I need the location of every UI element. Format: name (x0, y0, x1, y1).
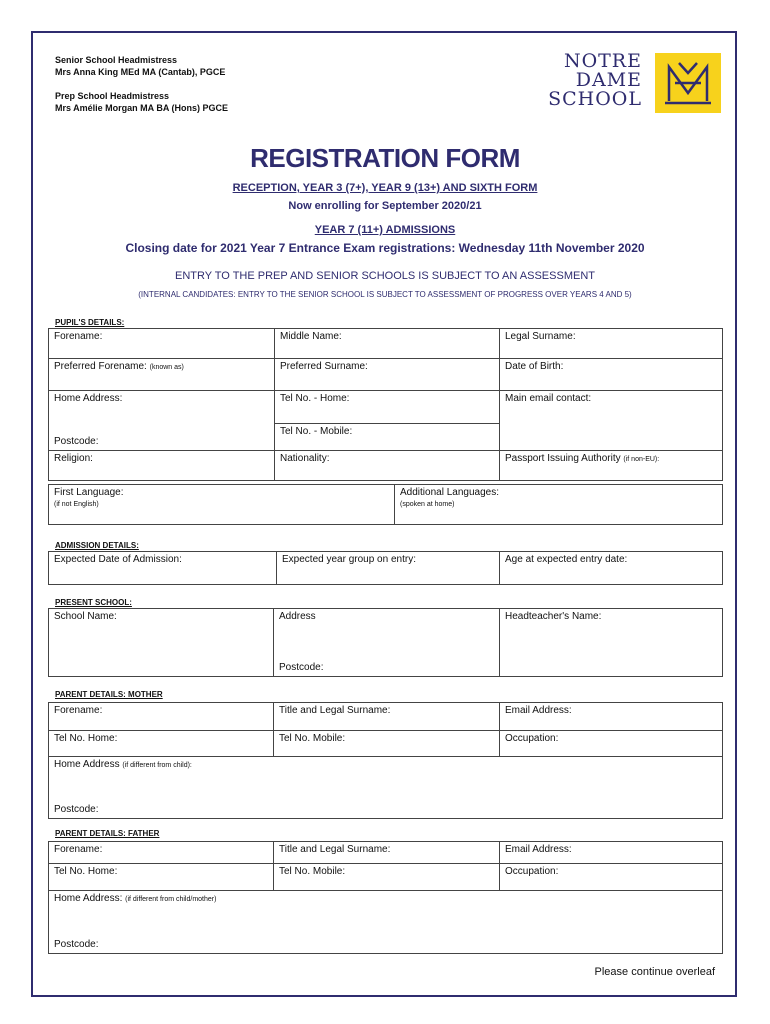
language-table (48, 484, 723, 525)
father-forename-field[interactable] (49, 842, 274, 864)
enrolling-note: Now enrolling for September 2020/21 (288, 200, 482, 212)
main-email-label: Main email contact: (505, 393, 592, 404)
year-group-label: Expected year group on entry: (282, 554, 416, 565)
mother-address-field[interactable] (49, 757, 723, 819)
pupil-section-heading: PUPIL'S DETAILS: (55, 318, 125, 327)
father-occupation-label: Occupation: (505, 866, 559, 877)
pupil-details-table (48, 328, 723, 481)
mother-forename-field[interactable] (49, 703, 274, 731)
prep-headmistress-title: Prep School Headmistress (55, 91, 170, 101)
mother-occupation-label: Occupation: (505, 733, 559, 744)
additional-languages-note: (spoken at home) (400, 501, 455, 508)
father-tel-mobile-label: Tel No. Mobile: (279, 866, 346, 877)
preferred-surname-field[interactable] (275, 359, 500, 391)
form-title: REGISTRATION FORM (250, 143, 520, 173)
mother-postcode-label: Postcode: (54, 804, 99, 815)
school-address-field[interactable] (274, 609, 500, 677)
father-tel-home-label: Tel No. Home: (54, 866, 118, 877)
passport-authority-label: Passport Issuing Authority (505, 453, 621, 464)
school-logo-text (532, 52, 642, 109)
father-address-label: Home Address: (54, 893, 123, 904)
present-school-table (48, 608, 723, 677)
date-of-birth-field[interactable] (500, 359, 723, 391)
home-address-field[interactable] (49, 391, 275, 451)
logo-line-2: DAME (575, 69, 642, 91)
first-language-field[interactable] (49, 485, 395, 525)
religion-label: Religion: (54, 453, 93, 464)
year7-heading: YEAR 7 (11+) ADMISSIONS (314, 224, 456, 236)
father-table (48, 841, 723, 954)
nationality-label: Nationality: (280, 453, 330, 464)
father-address-field[interactable] (49, 891, 723, 954)
prep-headmistress-name: Mrs Amélie Morgan MA BA (Hons) PGCE (55, 103, 229, 113)
pupil-postcode-label: Postcode: (54, 436, 99, 447)
admission-section-heading: ADMISSION DETAILS: (55, 541, 139, 550)
intake-years: RECEPTION, YEAR 3 (7+), YEAR 9 (13+) AND SIXTH FORM (232, 182, 538, 194)
forename-field[interactable] (49, 329, 275, 359)
legal-surname-label: Legal Surname: (505, 331, 576, 342)
admission-date-label: Expected Date of Admission: (54, 554, 182, 565)
date-of-birth-label: Date of Birth: (505, 361, 564, 372)
school-postcode-label: Postcode: (279, 662, 324, 673)
mother-tel-mobile-field[interactable] (274, 731, 500, 757)
assessment-note: ENTRY TO THE PREP AND SENIOR SCHOOLS IS SUBJECT TO AN ASSESSMENT (175, 270, 595, 282)
senior-headmistress-title: Senior School Headmistress (55, 55, 178, 65)
nationality-field[interactable] (275, 451, 500, 481)
father-postcode-label: Postcode: (54, 939, 99, 950)
tel-home-label: Tel No. - Home: (280, 393, 350, 404)
mother-tel-mobile-label: Tel No. Mobile: (279, 733, 346, 744)
mother-forename-label: Forename: (54, 705, 103, 716)
mother-address-note: (if different from child): (122, 762, 192, 769)
logo-line-1: NOTRE (563, 50, 642, 72)
main-email-field[interactable] (500, 391, 723, 451)
middle-name-label: Middle Name: (280, 331, 342, 342)
mother-section-heading: PARENT DETAILS: MOTHER (55, 690, 163, 699)
headteacher-name-label: Headteacher's Name: (505, 611, 602, 622)
mother-occupation-field[interactable] (500, 731, 723, 757)
father-section-heading: PARENT DETAILS: FATHER (55, 829, 160, 838)
preferred-surname-label: Preferred Surname: (280, 361, 368, 372)
father-address-note: (if different from child/mother) (125, 896, 217, 903)
mother-email-label: Email Address: (505, 705, 572, 716)
additional-languages-field[interactable] (395, 485, 723, 525)
logo-line-3: SCHOOL (548, 88, 642, 110)
passport-authority-field[interactable] (500, 451, 723, 481)
school-address-label: Address (279, 611, 316, 622)
entry-age-field[interactable] (500, 552, 723, 585)
headteacher-name-field[interactable] (500, 609, 723, 677)
mother-table (48, 702, 723, 819)
preferred-forename-label: Preferred Forename: (54, 361, 147, 372)
father-occupation-field[interactable] (500, 864, 723, 891)
mother-tel-home-field[interactable] (49, 731, 274, 757)
tel-mobile-field[interactable] (275, 424, 500, 451)
school-crest-icon (655, 53, 721, 113)
admission-table (48, 551, 723, 585)
senior-headmistress-name: Mrs Anna King MEd MA (Cantab), PGCE (55, 67, 226, 77)
legal-surname-field[interactable] (500, 329, 723, 359)
internal-candidates-note: (INTERNAL CANDIDATES: ENTRY TO THE SENIOR SCHOOL IS SUBJECT TO ASSESSMENT OF PROGRESS OVER YEARS 4 AND 5) (138, 290, 632, 299)
closing-date: Closing date for 2021 Year 7 Entrance Exam registrations: Wednesday 11th November 2020 (125, 241, 645, 255)
forename-label: Forename: (54, 331, 103, 342)
mother-surname-label: Title and Legal Surname: (279, 705, 391, 716)
continue-overleaf-note: Please continue overleaf (594, 966, 715, 978)
father-email-field[interactable] (500, 842, 723, 864)
entry-age-label: Age at expected entry date: (505, 554, 628, 565)
father-forename-label: Forename: (54, 844, 103, 855)
preferred-forename-field[interactable] (49, 359, 275, 391)
mother-address-label: Home Address (54, 759, 120, 770)
father-email-label: Email Address: (505, 844, 572, 855)
known-as-note: (known as) (149, 364, 184, 371)
present-school-heading: PRESENT SCHOOL: (55, 598, 132, 607)
school-name-label: School Name: (54, 611, 117, 622)
tel-home-field[interactable] (275, 391, 500, 424)
mother-tel-home-label: Tel No. Home: (54, 733, 118, 744)
mother-email-field[interactable] (500, 703, 723, 731)
school-name-field[interactable] (49, 609, 274, 677)
father-tel-home-field[interactable] (49, 864, 274, 891)
admission-date-field[interactable] (49, 552, 277, 585)
first-language-note: (if not English) (54, 501, 99, 508)
father-surname-field[interactable] (274, 842, 500, 864)
father-tel-mobile-field[interactable] (274, 864, 500, 891)
first-language-label: First Language: (54, 487, 124, 498)
middle-name-field[interactable] (275, 329, 500, 359)
passport-note: (if non-EU): (623, 456, 660, 463)
home-address-label: Home Address: (54, 393, 123, 404)
additional-languages-label: Additional Languages: (400, 487, 499, 498)
father-surname-label: Title and Legal Surname: (279, 844, 391, 855)
mother-surname-field[interactable] (274, 703, 500, 731)
year-group-field[interactable] (277, 552, 500, 585)
religion-field[interactable] (49, 451, 275, 481)
tel-mobile-label: Tel No. - Mobile: (280, 426, 353, 437)
